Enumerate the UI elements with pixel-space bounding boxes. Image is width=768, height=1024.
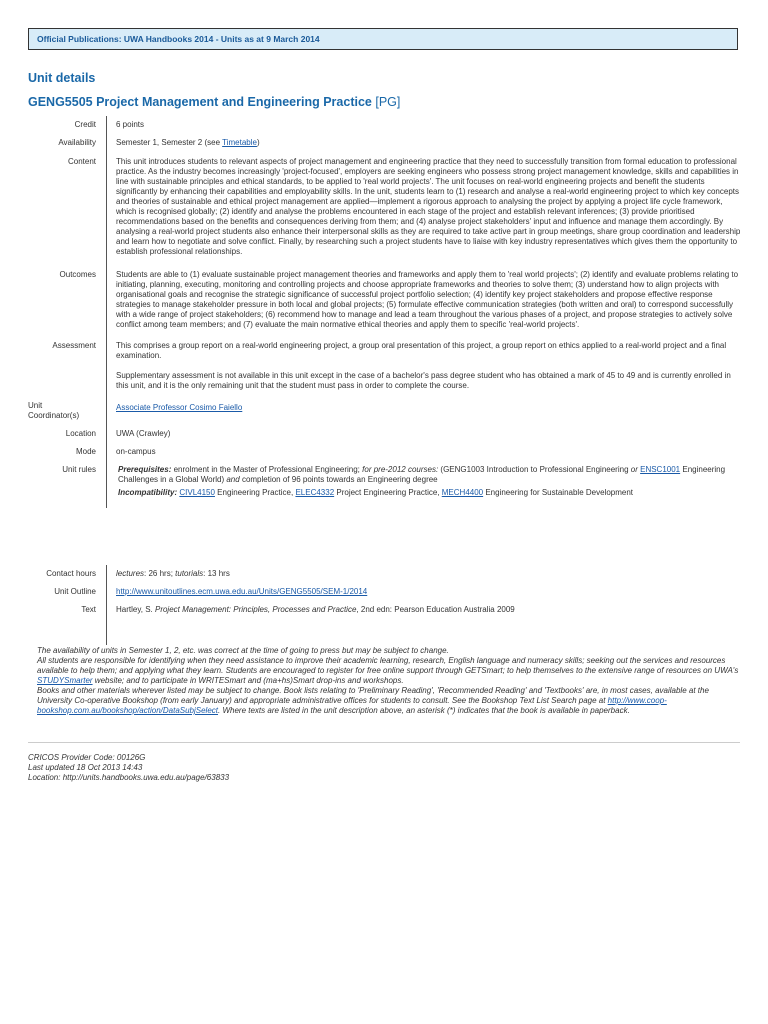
- availability-close: ): [256, 138, 260, 147]
- label-unit-outline: Unit Outline: [54, 587, 96, 596]
- value-assessment: [116, 341, 744, 391]
- assessment-paragraph-1: This comprises a group report on a real-world engineering project, a group oral presentation of this project, a group report on ethics applied to a real-world project and a final examination.: [116, 341, 727, 360]
- label-outcomes: Outcomes: [59, 270, 96, 279]
- ensc1001-link[interactable]: ENSC1001: [640, 465, 681, 474]
- prereq-or: or: [630, 465, 638, 474]
- prereq-text-3: Engineering Challenges in a Global World): [118, 465, 726, 484]
- label-credit: Credit: [74, 120, 96, 129]
- lectures-value: : 26 hrs;: [144, 569, 176, 578]
- value-contact-hours: [116, 569, 744, 579]
- mech4400-link[interactable]: MECH4400: [441, 488, 484, 497]
- tutorials-label: tutorials: [175, 569, 204, 578]
- value-content: This unit introduces students to relevant aspects of project management and engineering practice that they need to successfully transition from formal education to professional practice. As the industry becomes increasingly 'project-focused', employers are seeking engineers who possess strong project management knowledge, skills and capabilities in line with sustainable principles and ethical standards, to be applied to 'real world projects'. The unit focuses on real-world engineering projects and benefit the students significantly by enhancing their capabilities and employability skills. In the unit, students learn to (1) research and analyse a real-world engineering project to which key concepts and theories of sustainable and ethical project management are applied—implement a rigorous approach to analysing the project by applying a project life cycle framework, which is recognised globally; (2) identify and analyse the problems encountered in each stage of the project and establish relevant inferences; (3) provide prioritised recommendations based on the benefits and consequences deriving from them; and (4) analyse project stakeholders' input and influence and manage them accordingly. By analysing a real-world project students also enhance their interpersonal skills as they are required to take active part in group meetings, share group coordination and leadership and learn how to negotiate and solve conflict. Finally, by researching such a project students have to liaise with key industry representatives which gives them the opportunity to establish professional relationships.: [116, 157, 741, 256]
- label-availability: Availability: [58, 138, 96, 147]
- value-availability: [116, 138, 744, 148]
- civl4150-link[interactable]: CIVL4150: [179, 488, 215, 497]
- value-unit-rules: [118, 465, 738, 498]
- unit-level: [PG]: [375, 95, 401, 109]
- coordinator-link[interactable]: Associate Professor Cosimo Faiello: [116, 403, 243, 412]
- incompat-text-1: Engineering Practice,: [214, 488, 296, 497]
- note-support-text: All students are responsible for identifying when they need assistance to improve their academic learning, research, English language and numeracy skills; seeking out the services and resources available to help them; and applying what they learn. Students are encouraged to register for free online support through GETSmart; to help themselves to the extensive range of resources on UWA's: [37, 656, 739, 675]
- publication-banner: [28, 28, 738, 50]
- lectures-label: lectures: [116, 569, 145, 578]
- tutorials-value: : 13 hrs: [203, 569, 230, 578]
- prereq-text-2: (GENG1003 Introduction to Professional Engineering: [438, 465, 631, 474]
- unit-outline-link[interactable]: http://www.unitoutlines.ecm.uwa.edu.au/Units/GENG5505/SEM-1/2014: [116, 587, 368, 596]
- note-books: [37, 686, 739, 716]
- assessment-paragraph-2: Supplementary assessment is not available in this unit except in the case of a bachelor's pass degree student who has obtained a mark of 45 to 49 and is currently enrolled in this unit, and it is the only remaining unit that the student must pass in order to complete the course.: [116, 371, 731, 390]
- prereq-label: Prerequisites:: [118, 465, 172, 474]
- text-publisher: , 2nd edn: Pearson Education Australia 2009: [356, 605, 515, 614]
- prerequisites: [118, 465, 738, 485]
- incompat-text-3: Engineering for Sustainable Development: [483, 488, 633, 497]
- section-title: Unit details: [28, 71, 96, 85]
- studysmarter-link[interactable]: STUDYSmarter: [37, 676, 93, 685]
- divider-line-top: [106, 116, 107, 508]
- footer-divider: [28, 742, 740, 743]
- label-text: Text: [81, 605, 96, 614]
- timetable-link[interactable]: Timetable: [222, 138, 257, 147]
- incompatibility: [118, 488, 738, 498]
- text-author: Hartley, S.: [116, 605, 155, 614]
- prereq-and: and: [226, 475, 240, 484]
- incompat-label: Incompatibility:: [118, 488, 178, 497]
- value-location: UWA (Crawley): [116, 429, 171, 438]
- prereq-pre2012: for pre-2012 courses:: [362, 465, 439, 474]
- label-assessment: Assessment: [52, 341, 96, 350]
- value-text: [116, 605, 744, 615]
- prereq-text-4: completion of 96 points towards an Engineering degree: [239, 475, 438, 484]
- value-outcomes: Students are able to (1) evaluate sustainable project management theories and frameworks and apply them to 'real world projects'; (2) identify and evaluate problems relating to initiating, planning, executing, monitoring and controlling projects and choose appropriate frameworks and theories to solve them; (3) understand how to align projects with organisational goals and recognise the strategic significance of successful project portfolio selection; (4) identify key project stakeholders and propose effective response strategies to manage stakeholder pressure in both local and global projects; (5) formulate effective communication strategies (both written and oral) to correspond successfully with a wide range of project stakeholders; (6) recommend how to manage and lead a team throughout the various phases of a project, and propose strategies to actively solve conflict among team members; and (7) evaluate the main normative ethical theories and apply them to specific 'real-world projects'.: [116, 270, 739, 329]
- value-coordinator: [116, 403, 744, 413]
- banner-text: Official Publications: UWA Handbooks 2014 - Units as at 9 March 2014: [37, 34, 320, 44]
- note-support: [37, 656, 739, 686]
- footer: [28, 753, 229, 783]
- last-updated: Last updated 18 Oct 2013 14:43: [28, 763, 143, 772]
- note-support-text-2: website; and to participate in WRITESmart and (ma+hs)Smart drop-ins and workshops.: [92, 676, 404, 685]
- label-coordinator: Unit Coordinator(s): [28, 401, 80, 420]
- value-credit: 6 points: [116, 120, 145, 129]
- unit-title: [28, 95, 400, 109]
- elec4332-link[interactable]: ELEC4332: [295, 488, 335, 497]
- note-books-text: Books and other materials wherever listed may be subject to change. Book lists relating to 'Preliminary Reading', 'Recommended Reading' and 'Textbooks' are, in most cases, available at the University Co-operative Bookshop (from early January) and appropriate administrative offices for students to consult. See the Bookshop Text List Search page at: [37, 686, 709, 705]
- label-content: Content: [67, 157, 96, 166]
- notes: [37, 646, 739, 716]
- value-unit-outline: [116, 587, 744, 597]
- label-contact-hours: Contact hours: [46, 569, 96, 578]
- page-location: Location: http://units.handbooks.uwa.edu.au/page/63833: [28, 773, 230, 782]
- unit-title-text: GENG5505 Project Management and Engineering Practice: [28, 95, 372, 109]
- text-title: Project Management: Principles, Processes and Practice: [154, 605, 357, 614]
- divider-line-bottom: [106, 565, 107, 645]
- note-availability: The availability of units in Semester 1, 2, etc. was correct at the time of going to press but may be subject to change.: [37, 646, 449, 655]
- prereq-text-1: enrolment in the Master of Professional Engineering;: [171, 465, 363, 474]
- value-mode: on-campus: [116, 447, 156, 456]
- availability-text: Semester 1, Semester 2 (see: [116, 138, 223, 147]
- note-books-text-2: . Where texts are listed in the unit description above, an asterisk (*) indicates that the book is available in paperback.: [218, 706, 630, 715]
- label-unit-rules: Unit rules: [62, 465, 96, 474]
- incompat-text-2: Project Engineering Practice,: [334, 488, 442, 497]
- label-mode: Mode: [75, 447, 96, 456]
- cricos-code: CRICOS Provider Code: 00126G: [28, 753, 146, 762]
- label-location: Location: [65, 429, 96, 438]
- bookshop-link[interactable]: http://www.coop-bookshop.com.au/bookshop/action/DataSubjSelect: [37, 696, 667, 715]
